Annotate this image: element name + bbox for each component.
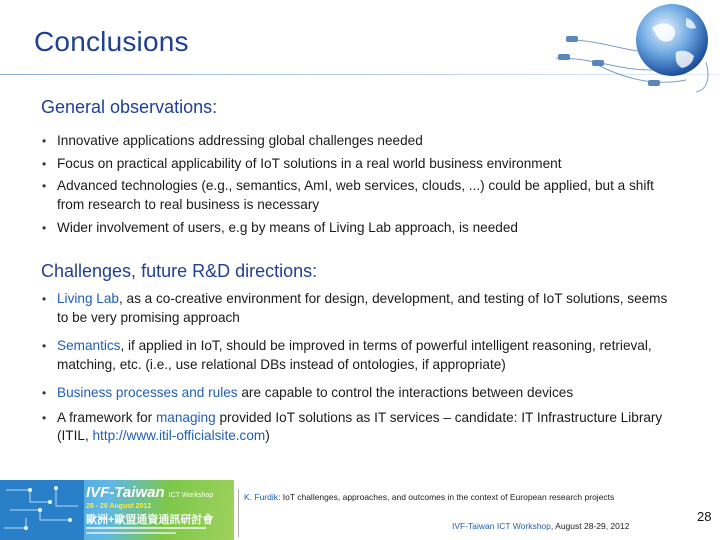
list-item: • Wider involvement of users, e.g by means of Living Lab approach, is needed [42,219,682,238]
itil-link[interactable]: http://www.itil-officialsite.com [92,428,266,443]
logo-dates: 28 - 29 August 2012 [86,503,152,510]
list-item: • Semantics, if applied in IoT, should be improved in terms of powerful intelligent reasoning, retrieval, matching, etc. (i.e., use relational DBs instead of ontologies, if appropriate) [42,337,682,374]
list-item: • Advanced technologies (e.g., semantics, AmI, web services, clouds, ...) could be applied, but a shift from research to real business is necessary [42,177,682,214]
section-heading-challenges: Challenges, future R&D directions: [41,261,318,281]
page-number: 28 [697,509,712,524]
footer-author: K. Furdik [244,492,279,502]
footer-citation: K. Furdik: IoT challenges, approaches, and outcomes in the context of European research projects [244,492,615,502]
section-heading-general: General observations: [41,97,218,117]
highlight-term: Business processes and rules [57,385,238,400]
globe-network-icon [556,0,720,96]
highlight-term: Living Lab [57,291,119,306]
highlight-term: Semantics [57,338,121,353]
list-item: • Living Lab, as a co-creative environment for design, development, and testing of IoT solutions, seems to be very promising approach [42,290,682,327]
list-item: • A framework for managing provided IoT solutions as IT services – candidate: IT Infrastructure Library (ITIL, http://www.itil-officialsite.com) [42,409,682,446]
list-item: • Business processes and rules are capable to control the interactions between devices [42,384,682,403]
general-observations-list [42,132,682,238]
list-item: • Focus on practical applicability of IoT solutions in a real world business environment [42,155,682,174]
highlight-term: managing [155,409,216,425]
challenges-list [42,290,682,446]
logo-cjk-title: 歐洲+歐盟通資通訊研討會 [86,514,214,526]
section-heading-text: General observations [41,97,213,117]
logo-fineprint-decoration [86,526,226,536]
slide-title: Conclusions [34,26,189,57]
footer-divider [238,489,239,537]
footer-event-name: IVF-Taiwan ICT Workshop [452,521,551,531]
list-item: • Innovative applications addressing global challenges needed [42,132,682,151]
event-logo [0,480,234,540]
footer-event: IVF-Taiwan ICT Workshop, August 28-29, 2012 [452,521,630,531]
logo-brand: IVF-Taiwan ICT Workshop [86,484,214,501]
section-heading-text: Challenges, future R&D directions [41,261,313,281]
